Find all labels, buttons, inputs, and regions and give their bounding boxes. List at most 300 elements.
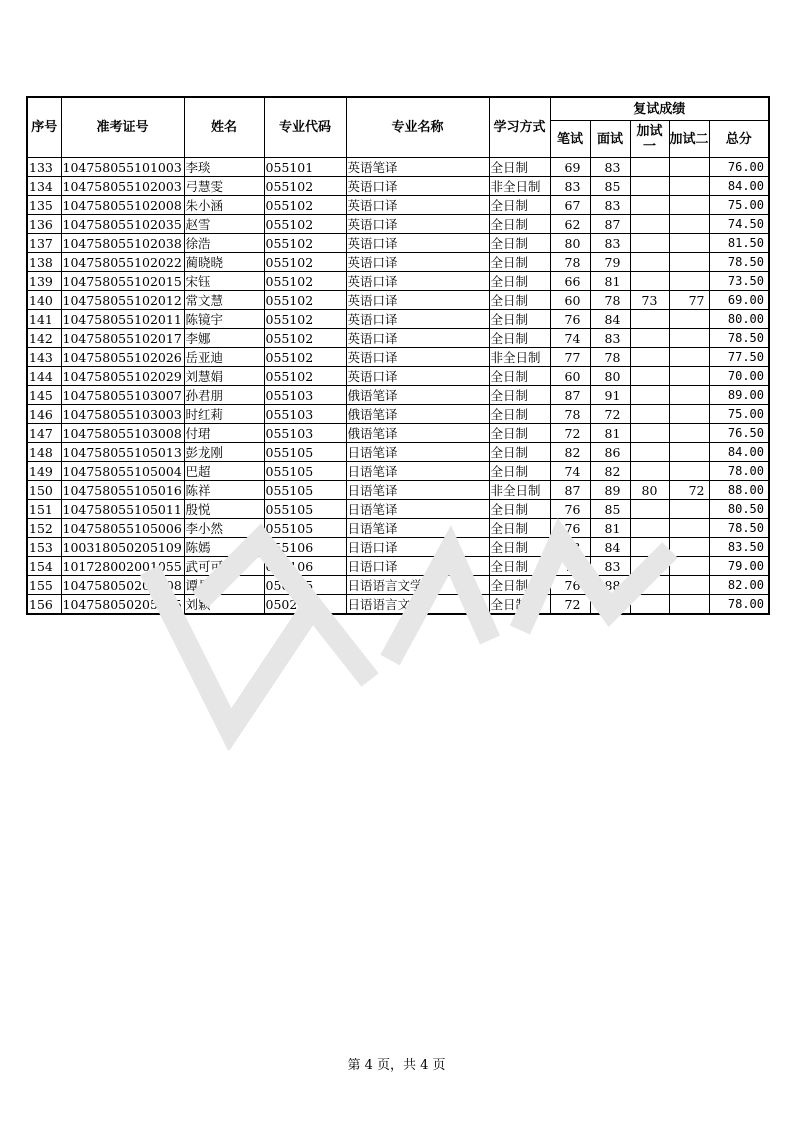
- cell-written: 67: [550, 196, 590, 215]
- table-row: [27, 291, 769, 310]
- cell-study-mode: 全日制: [489, 272, 550, 291]
- cell-written: 76: [550, 310, 590, 329]
- cell-major-name: 英语口译: [346, 234, 489, 253]
- cell-extra1: [630, 234, 669, 253]
- cell-extra1: [630, 405, 669, 424]
- cell-major-code: 055105: [264, 462, 346, 481]
- cell-interview: 72: [590, 405, 630, 424]
- cell-extra2: [669, 462, 709, 481]
- cell-extra2: [669, 158, 709, 177]
- cell-interview: 83: [590, 196, 630, 215]
- cell-interview: 83: [590, 329, 630, 348]
- cell-interview: 85: [590, 177, 630, 196]
- cell-extra2: [669, 443, 709, 462]
- cell-interview: 81: [590, 519, 630, 538]
- cell-major-name: 俄语笔译: [346, 405, 489, 424]
- cell-interview: 81: [590, 424, 630, 443]
- cell-total: 79.00: [709, 557, 769, 576]
- cell-interview: 83: [590, 158, 630, 177]
- cell-total: 78.00: [709, 462, 769, 481]
- cell-study-mode: 全日制: [489, 253, 550, 272]
- cell-total: 78.50: [709, 329, 769, 348]
- cell-extra2: 72: [669, 481, 709, 500]
- cell-study-mode: 全日制: [489, 424, 550, 443]
- cell-extra2: [669, 405, 709, 424]
- cell-seq: 136: [27, 215, 61, 234]
- cell-extra2: [669, 386, 709, 405]
- cell-major-code: 055105: [264, 481, 346, 500]
- cell-name: 李琰: [184, 158, 264, 177]
- cell-major-name: 日语笔译: [346, 519, 489, 538]
- cell-major-code: 055102: [264, 367, 346, 386]
- table-row: [27, 481, 769, 500]
- cell-written: 75: [550, 557, 590, 576]
- cell-name: 岳亚迪: [184, 348, 264, 367]
- cell-seq: 145: [27, 386, 61, 405]
- cell-name: 陈嫣: [184, 538, 264, 557]
- cell-name: 李娜: [184, 329, 264, 348]
- table-row: [27, 177, 769, 196]
- cell-written: 80: [550, 234, 590, 253]
- cell-exam-id: 104758055102017: [61, 329, 184, 348]
- header-total: 总分: [709, 121, 769, 158]
- cell-name: 刘颖: [184, 595, 264, 615]
- cell-extra1: [630, 177, 669, 196]
- cell-major-code: 055102: [264, 177, 346, 196]
- cell-major-code: 055102: [264, 253, 346, 272]
- cell-written: 66: [550, 272, 590, 291]
- cell-study-mode: 全日制: [489, 462, 550, 481]
- table-row: [27, 196, 769, 215]
- cell-major-code: 050205: [264, 576, 346, 595]
- cell-name: 武可可: [184, 557, 264, 576]
- cell-interview: 78: [590, 291, 630, 310]
- cell-major-name: 日语笔译: [346, 500, 489, 519]
- header-major-name: 专业名称: [346, 97, 489, 158]
- cell-extra1: [630, 500, 669, 519]
- cell-exam-id: 104758055102026: [61, 348, 184, 367]
- cell-major-name: 英语口译: [346, 253, 489, 272]
- cell-interview: 86: [590, 443, 630, 462]
- cell-extra2: [669, 253, 709, 272]
- cell-interview: 80: [590, 367, 630, 386]
- cell-major-code: 055102: [264, 310, 346, 329]
- cell-major-name: 俄语笔译: [346, 424, 489, 443]
- cell-major-name: 日语语言文学: [346, 595, 489, 615]
- table-row: [27, 234, 769, 253]
- cell-total: 89.00: [709, 386, 769, 405]
- cell-written: 77: [550, 348, 590, 367]
- cell-total: 69.00: [709, 291, 769, 310]
- cell-seq: 138: [27, 253, 61, 272]
- cell-exam-id: 104758055102038: [61, 234, 184, 253]
- cell-written: 82: [550, 443, 590, 462]
- cell-exam-id: 104758050205005: [61, 595, 184, 615]
- header-name: 姓名: [184, 97, 264, 158]
- cell-major-name: 英语口译: [346, 272, 489, 291]
- cell-seq: 154: [27, 557, 61, 576]
- cell-study-mode: 全日制: [489, 291, 550, 310]
- cell-extra2: [669, 519, 709, 538]
- cell-study-mode: 全日制: [489, 538, 550, 557]
- cell-total: 80.00: [709, 310, 769, 329]
- cell-name: 陈镜宇: [184, 310, 264, 329]
- cell-seq: 151: [27, 500, 61, 519]
- cell-major-code: 055103: [264, 386, 346, 405]
- cell-major-name: 日语笔译: [346, 443, 489, 462]
- cell-major-code: 055102: [264, 348, 346, 367]
- cell-extra2: [669, 367, 709, 386]
- header-major-code: 专业代码: [264, 97, 346, 158]
- cell-written: 87: [550, 481, 590, 500]
- table-body: [27, 158, 769, 615]
- cell-seq: 148: [27, 443, 61, 462]
- table-row: [27, 367, 769, 386]
- header-extra1: 加试一: [630, 121, 669, 158]
- cell-study-mode: 全日制: [489, 386, 550, 405]
- header-extra2: 加试二: [669, 121, 709, 158]
- cell-interview: 89: [590, 481, 630, 500]
- cell-seq: 143: [27, 348, 61, 367]
- cell-major-code: 055106: [264, 538, 346, 557]
- cell-interview: 78: [590, 348, 630, 367]
- cell-exam-id: 104758055103003: [61, 405, 184, 424]
- cell-extra2: [669, 310, 709, 329]
- cell-extra2: [669, 595, 709, 615]
- cell-major-name: 英语口译: [346, 348, 489, 367]
- cell-major-code: 055106: [264, 557, 346, 576]
- cell-seq: 142: [27, 329, 61, 348]
- cell-seq: 137: [27, 234, 61, 253]
- cell-study-mode: 非全日制: [489, 348, 550, 367]
- cell-extra1: 80: [630, 481, 669, 500]
- cell-extra2: [669, 196, 709, 215]
- cell-study-mode: 全日制: [489, 234, 550, 253]
- cell-major-name: 英语口译: [346, 196, 489, 215]
- cell-extra1: [630, 196, 669, 215]
- cell-seq: 147: [27, 424, 61, 443]
- cell-extra1: [630, 557, 669, 576]
- cell-name: 蔺晓晓: [184, 253, 264, 272]
- cell-study-mode: 全日制: [489, 215, 550, 234]
- cell-total: 82.00: [709, 576, 769, 595]
- cell-seq: 144: [27, 367, 61, 386]
- cell-study-mode: 全日制: [489, 158, 550, 177]
- cell-exam-id: 104758055102029: [61, 367, 184, 386]
- cell-major-code: 055103: [264, 424, 346, 443]
- cell-exam-id: 101728002001055: [61, 557, 184, 576]
- cell-written: 87: [550, 386, 590, 405]
- cell-major-name: 日语口译: [346, 538, 489, 557]
- cell-major-name: 英语口译: [346, 291, 489, 310]
- cell-extra2: [669, 557, 709, 576]
- cell-exam-id: 104758055102003: [61, 177, 184, 196]
- cell-major-name: 日语语言文学: [346, 576, 489, 595]
- cell-extra1: [630, 158, 669, 177]
- cell-seq: 153: [27, 538, 61, 557]
- cell-name: 谭星晨: [184, 576, 264, 595]
- cell-extra1: [630, 386, 669, 405]
- cell-total: 78.50: [709, 519, 769, 538]
- cell-name: 彭龙刚: [184, 443, 264, 462]
- cell-seq: 149: [27, 462, 61, 481]
- cell-extra2: [669, 576, 709, 595]
- cell-written: 69: [550, 158, 590, 177]
- cell-written: 74: [550, 329, 590, 348]
- cell-seq: 141: [27, 310, 61, 329]
- cell-extra1: [630, 310, 669, 329]
- cell-extra1: [630, 443, 669, 462]
- table-row: [27, 443, 769, 462]
- table-row: [27, 348, 769, 367]
- cell-study-mode: 全日制: [489, 367, 550, 386]
- cell-major-code: 055102: [264, 272, 346, 291]
- table-row: [27, 215, 769, 234]
- cell-major-code: 055105: [264, 519, 346, 538]
- cell-exam-id: 104758055103008: [61, 424, 184, 443]
- cell-total: 75.00: [709, 196, 769, 215]
- cell-major-code: 055105: [264, 443, 346, 462]
- cell-extra1: [630, 253, 669, 272]
- cell-major-code: 055103: [264, 405, 346, 424]
- cell-name: 常文慧: [184, 291, 264, 310]
- table-row: [27, 500, 769, 519]
- cell-major-name: 英语口译: [346, 367, 489, 386]
- cell-exam-id: 104758055102035: [61, 215, 184, 234]
- table-row: [27, 519, 769, 538]
- cell-study-mode: 全日制: [489, 595, 550, 615]
- cell-seq: 155: [27, 576, 61, 595]
- cell-written: 60: [550, 291, 590, 310]
- cell-extra2: [669, 538, 709, 557]
- cell-total: 83.50: [709, 538, 769, 557]
- cell-interview: 84: [590, 310, 630, 329]
- cell-study-mode: 全日制: [489, 500, 550, 519]
- table-row: [27, 310, 769, 329]
- cell-major-code: 055102: [264, 215, 346, 234]
- cell-interview: 85: [590, 500, 630, 519]
- cell-extra1: [630, 424, 669, 443]
- cell-total: 81.50: [709, 234, 769, 253]
- table-row: [27, 386, 769, 405]
- cell-seq: 150: [27, 481, 61, 500]
- cell-exam-id: 104758050205008: [61, 576, 184, 595]
- table-row: [27, 538, 769, 557]
- cell-extra2: [669, 500, 709, 519]
- cell-seq: 140: [27, 291, 61, 310]
- results-table-container: [26, 96, 768, 615]
- cell-interview: 83: [590, 557, 630, 576]
- cell-major-code: 055101: [264, 158, 346, 177]
- table-row: [27, 253, 769, 272]
- cell-written: 76: [550, 576, 590, 595]
- cell-extra2: [669, 234, 709, 253]
- header-exam-id: 准考证号: [61, 97, 184, 158]
- cell-major-code: 055105: [264, 500, 346, 519]
- cell-exam-id: 104758055105011: [61, 500, 184, 519]
- table-row: [27, 595, 769, 615]
- cell-interview: 91: [590, 386, 630, 405]
- cell-study-mode: 全日制: [489, 576, 550, 595]
- cell-written: 62: [550, 215, 590, 234]
- cell-name: 时红莉: [184, 405, 264, 424]
- cell-study-mode: 全日制: [489, 405, 550, 424]
- cell-total: 74.50: [709, 215, 769, 234]
- cell-major-code: 055102: [264, 291, 346, 310]
- cell-major-name: 英语口译: [346, 177, 489, 196]
- cell-extra1: [630, 519, 669, 538]
- header-study-mode: 学习方式: [489, 97, 550, 158]
- cell-major-code: 055102: [264, 196, 346, 215]
- cell-name: 刘慧娟: [184, 367, 264, 386]
- cell-study-mode: 全日制: [489, 443, 550, 462]
- cell-total: 76.00: [709, 158, 769, 177]
- cell-written: 76: [550, 500, 590, 519]
- cell-written: 60: [550, 367, 590, 386]
- cell-name: 陈祥: [184, 481, 264, 500]
- cell-total: 78.50: [709, 253, 769, 272]
- cell-exam-id: 104758055102012: [61, 291, 184, 310]
- cell-name: 付珺: [184, 424, 264, 443]
- cell-study-mode: 非全日制: [489, 481, 550, 500]
- cell-extra1: [630, 215, 669, 234]
- cell-seq: 156: [27, 595, 61, 615]
- cell-interview: 82: [590, 462, 630, 481]
- cell-total: 78.00: [709, 595, 769, 615]
- cell-study-mode: 全日制: [489, 310, 550, 329]
- page-footer: 第 4 页，共 4 页: [347, 1058, 446, 1073]
- table-row: [27, 405, 769, 424]
- cell-extra2: [669, 272, 709, 291]
- cell-study-mode: 非全日制: [489, 177, 550, 196]
- table-row: [27, 329, 769, 348]
- cell-extra2: 77: [669, 291, 709, 310]
- cell-total: 73.50: [709, 272, 769, 291]
- cell-extra1: [630, 538, 669, 557]
- cell-total: 80.50: [709, 500, 769, 519]
- cell-extra2: [669, 424, 709, 443]
- cell-exam-id: 104758055105013: [61, 443, 184, 462]
- cell-extra1: [630, 462, 669, 481]
- cell-extra1: [630, 329, 669, 348]
- cell-major-code: 055102: [264, 234, 346, 253]
- cell-exam-id: 104758055105004: [61, 462, 184, 481]
- table-row: [27, 462, 769, 481]
- cell-total: 84.00: [709, 177, 769, 196]
- table-row: [27, 576, 769, 595]
- cell-exam-id: 104758055102011: [61, 310, 184, 329]
- cell-seq: 139: [27, 272, 61, 291]
- cell-name: 赵雪: [184, 215, 264, 234]
- cell-name: 朱小涵: [184, 196, 264, 215]
- cell-written: 83: [550, 538, 590, 557]
- cell-exam-id: 104758055105016: [61, 481, 184, 500]
- cell-extra1: [630, 595, 669, 615]
- cell-exam-id: 104758055102008: [61, 196, 184, 215]
- cell-seq: 135: [27, 196, 61, 215]
- cell-written: 74: [550, 462, 590, 481]
- cell-interview: 87: [590, 215, 630, 234]
- cell-name: 李小然: [184, 519, 264, 538]
- cell-interview: 84: [590, 595, 630, 615]
- cell-extra1: 73: [630, 291, 669, 310]
- cell-major-name: 俄语笔译: [346, 386, 489, 405]
- cell-name: 弓慧雯: [184, 177, 264, 196]
- cell-name: 宋钰: [184, 272, 264, 291]
- header-interview: 面试: [590, 121, 630, 158]
- header-retest-group: 复试成绩: [550, 97, 769, 121]
- cell-major-name: 英语口译: [346, 215, 489, 234]
- cell-study-mode: 全日制: [489, 519, 550, 538]
- cell-total: 76.50: [709, 424, 769, 443]
- cell-major-name: 日语口译: [346, 557, 489, 576]
- cell-interview: 81: [590, 272, 630, 291]
- cell-interview: 88: [590, 576, 630, 595]
- cell-extra1: [630, 367, 669, 386]
- cell-total: 75.00: [709, 405, 769, 424]
- cell-extra2: [669, 348, 709, 367]
- cell-name: 巴超: [184, 462, 264, 481]
- table-row: [27, 557, 769, 576]
- cell-name: 孙君朋: [184, 386, 264, 405]
- cell-major-code: 055102: [264, 329, 346, 348]
- cell-major-name: 英语口译: [346, 329, 489, 348]
- cell-major-name: 英语笔译: [346, 158, 489, 177]
- cell-extra1: [630, 576, 669, 595]
- cell-written: 72: [550, 595, 590, 615]
- cell-study-mode: 全日制: [489, 196, 550, 215]
- cell-name: 徐浩: [184, 234, 264, 253]
- cell-interview: 83: [590, 234, 630, 253]
- cell-written: 76: [550, 519, 590, 538]
- header-written: 笔试: [550, 121, 590, 158]
- cell-major-name: 日语笔译: [346, 462, 489, 481]
- header-seq: 序号: [27, 97, 61, 158]
- cell-exam-id: 100318050205109: [61, 538, 184, 557]
- cell-major-code: 050205: [264, 595, 346, 615]
- cell-written: 78: [550, 405, 590, 424]
- table-row: [27, 424, 769, 443]
- table-row: [27, 272, 769, 291]
- cell-written: 78: [550, 253, 590, 272]
- cell-exam-id: 104758055102015: [61, 272, 184, 291]
- cell-exam-id: 104758055102022: [61, 253, 184, 272]
- cell-seq: 152: [27, 519, 61, 538]
- cell-study-mode: 全日制: [489, 329, 550, 348]
- cell-interview: 79: [590, 253, 630, 272]
- cell-study-mode: 全日制: [489, 557, 550, 576]
- cell-extra2: [669, 215, 709, 234]
- cell-seq: 146: [27, 405, 61, 424]
- cell-seq: 133: [27, 158, 61, 177]
- cell-extra1: [630, 348, 669, 367]
- cell-total: 84.00: [709, 443, 769, 462]
- cell-written: 72: [550, 424, 590, 443]
- cell-total: 77.50: [709, 348, 769, 367]
- cell-extra2: [669, 177, 709, 196]
- cell-seq: 134: [27, 177, 61, 196]
- cell-major-name: 日语笔译: [346, 481, 489, 500]
- retest-results-table: [26, 96, 770, 615]
- cell-major-name: 英语口译: [346, 310, 489, 329]
- cell-exam-id: 104758055103007: [61, 386, 184, 405]
- cell-name: 殷悦: [184, 500, 264, 519]
- cell-exam-id: 104758055105006: [61, 519, 184, 538]
- cell-total: 70.00: [709, 367, 769, 386]
- table-row: [27, 158, 769, 177]
- cell-written: 83: [550, 177, 590, 196]
- cell-extra2: [669, 329, 709, 348]
